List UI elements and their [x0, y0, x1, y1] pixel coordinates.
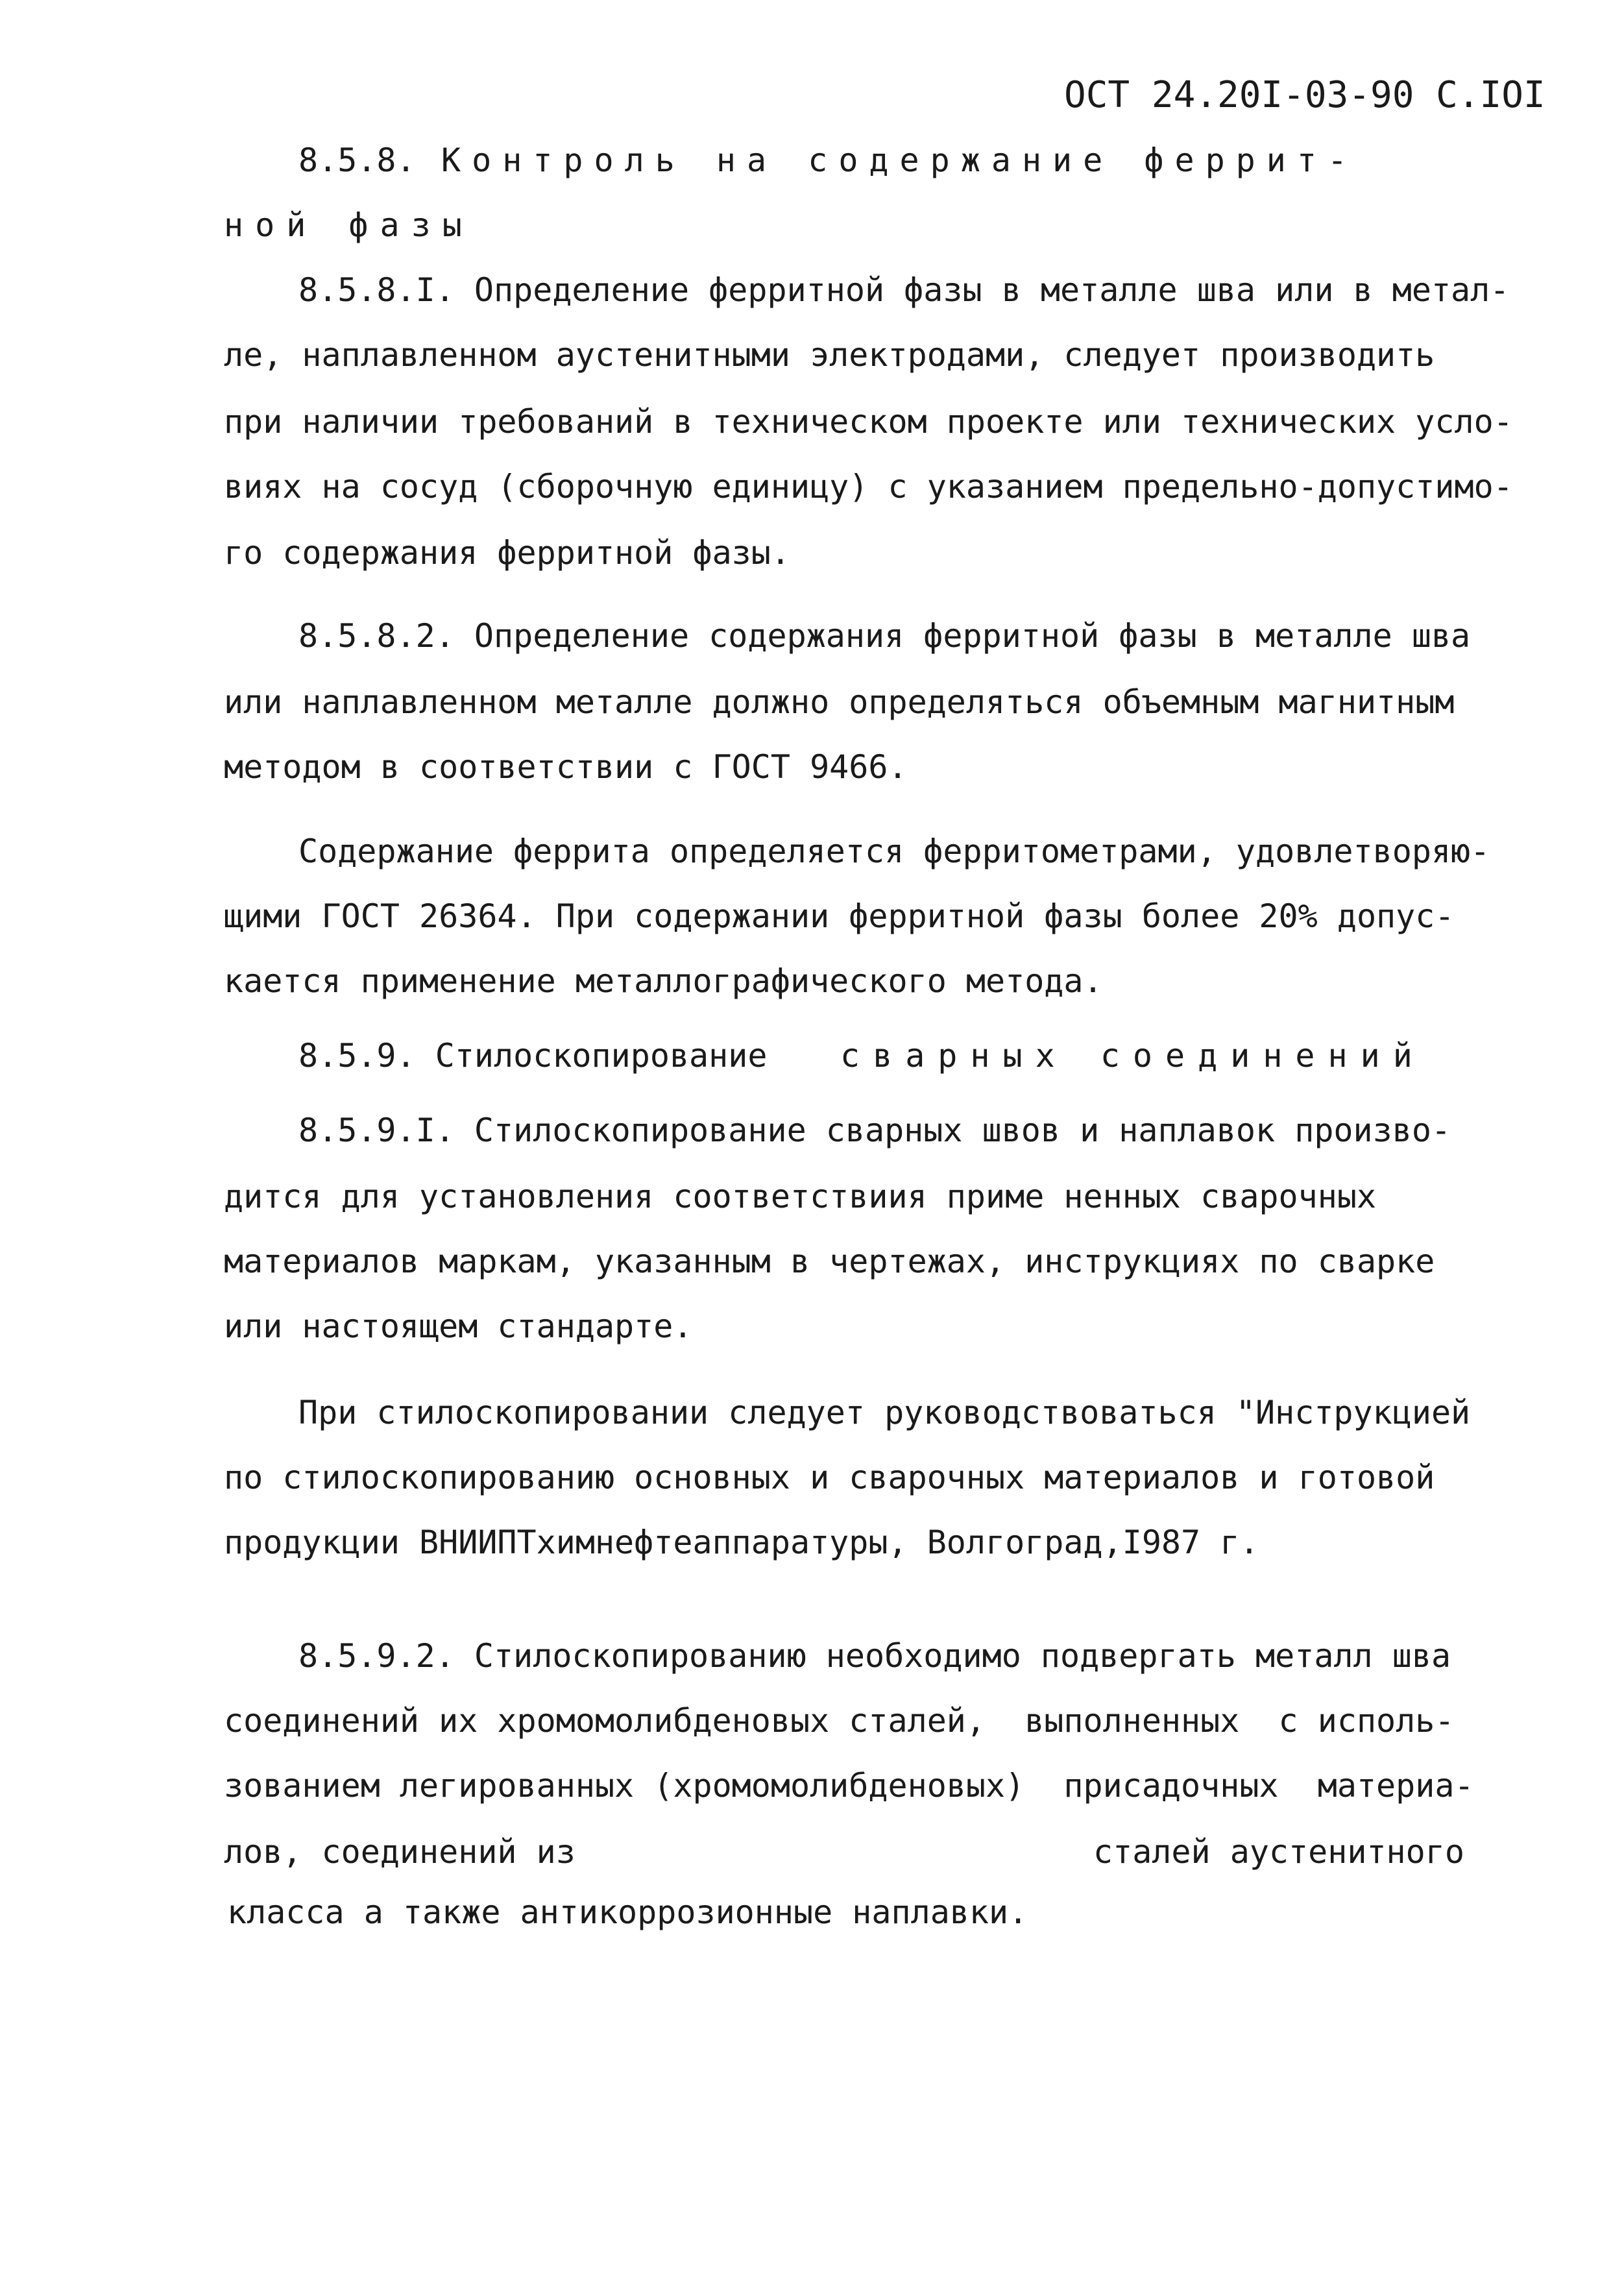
paragraph-8-5-8-2-line-1: 8.5.8.2. Определение содержания ферритной фазы в металле шва	[298, 617, 1471, 655]
paragraph-8-5-9-2-line-1: 8.5.9.2. Стилоскопированию необходимо подвергать металл шва	[298, 1637, 1451, 1675]
paragraph-8-5-8-2-line-3: методом в соответствии с ГОСТ 9466.	[224, 748, 908, 786]
paragraph-instruction-line-1: При стилоскопировании следует руководствоваться "Инструкцией	[298, 1394, 1471, 1431]
paragraph-8-5-9-2-line-4b: сталей аустенитного	[1093, 1833, 1464, 1871]
section-title-8-5-8-part1: Контроль на содержание феррит-	[441, 141, 1359, 179]
paragraph-8-5-9-1-line-4: или настоящем стандарте.	[224, 1307, 693, 1345]
section-title-8-5-9-rest: сварных соединений	[840, 1037, 1425, 1075]
section-number-8-5-8: 8.5.8.	[298, 141, 416, 179]
paragraph-8-5-9-2-line-3: зованием легированных (хромомолибденовых) присадочных материа-	[224, 1767, 1474, 1805]
paragraph-instruction-line-3: продукции ВНИИПТхимнефтеаппаратуры, Волгоград,I987 г.	[224, 1524, 1259, 1561]
paragraph-8-5-9-1-line-2: дится для установления соответствиия приме ненных сварочных	[224, 1178, 1377, 1215]
paragraph-8-5-8-1-line-5: го содержания ферритной фазы.	[224, 534, 790, 572]
paragraph-8-5-9-2-line-5: класса а также антикоррозионные наплавки.	[227, 1893, 1028, 1931]
paragraph-8-5-8-2-line-2: или наплавленном металле должно определяться объемным магнитным	[224, 683, 1455, 721]
paragraph-8-5-9-2-line-4a: лов, соединений из	[224, 1833, 576, 1871]
paragraph-ferrite-line-2: щими ГОСТ 26364. При содержании ферритной фазы более 20% допус-	[224, 897, 1455, 935]
paragraph-ferrite-line-1: Содержание феррита определяется ферритометрами, удовлетворяю-	[298, 833, 1490, 870]
paragraph-8-5-9-1-line-1: 8.5.9.I. Стилоскопирование сварных швов и наплавок произво-	[298, 1112, 1451, 1149]
paragraph-8-5-8-1-line-1: 8.5.8.I. Определение ферритной фазы в металле шва или в метал-	[298, 271, 1510, 309]
paragraph-instruction-line-2: по стилоскопированию основных и сварочных материалов и готовой	[224, 1459, 1435, 1496]
section-title-8-5-8-part2: ной фазы	[224, 206, 474, 244]
paragraph-8-5-9-2-line-2: соединений их хромомолибденовых сталей, выполненных с исполь-	[224, 1702, 1455, 1740]
page-header: ОСТ 24.20I-03-90 С.IOI	[1064, 74, 1545, 116]
paragraph-8-5-8-1-line-3: при наличии требований в техническом проекте или технических усло-	[224, 403, 1513, 441]
paragraph-8-5-8-1-line-4: виях на сосуд (сборочную единицу) с указанием предельно-допустимо-	[224, 468, 1513, 505]
paragraph-ferrite-line-3: кается применение металлографического метода.	[224, 962, 1103, 1000]
section-title-8-5-9-start: 8.5.9. Стилоскопирование	[298, 1037, 768, 1075]
paragraph-8-5-9-1-line-3: материалов маркам, указанным в чертежах, инструкциях по сварке	[224, 1243, 1435, 1280]
paragraph-8-5-8-1-line-2: ле, наплавленном аустенитными электродами, следует производить	[224, 336, 1435, 374]
